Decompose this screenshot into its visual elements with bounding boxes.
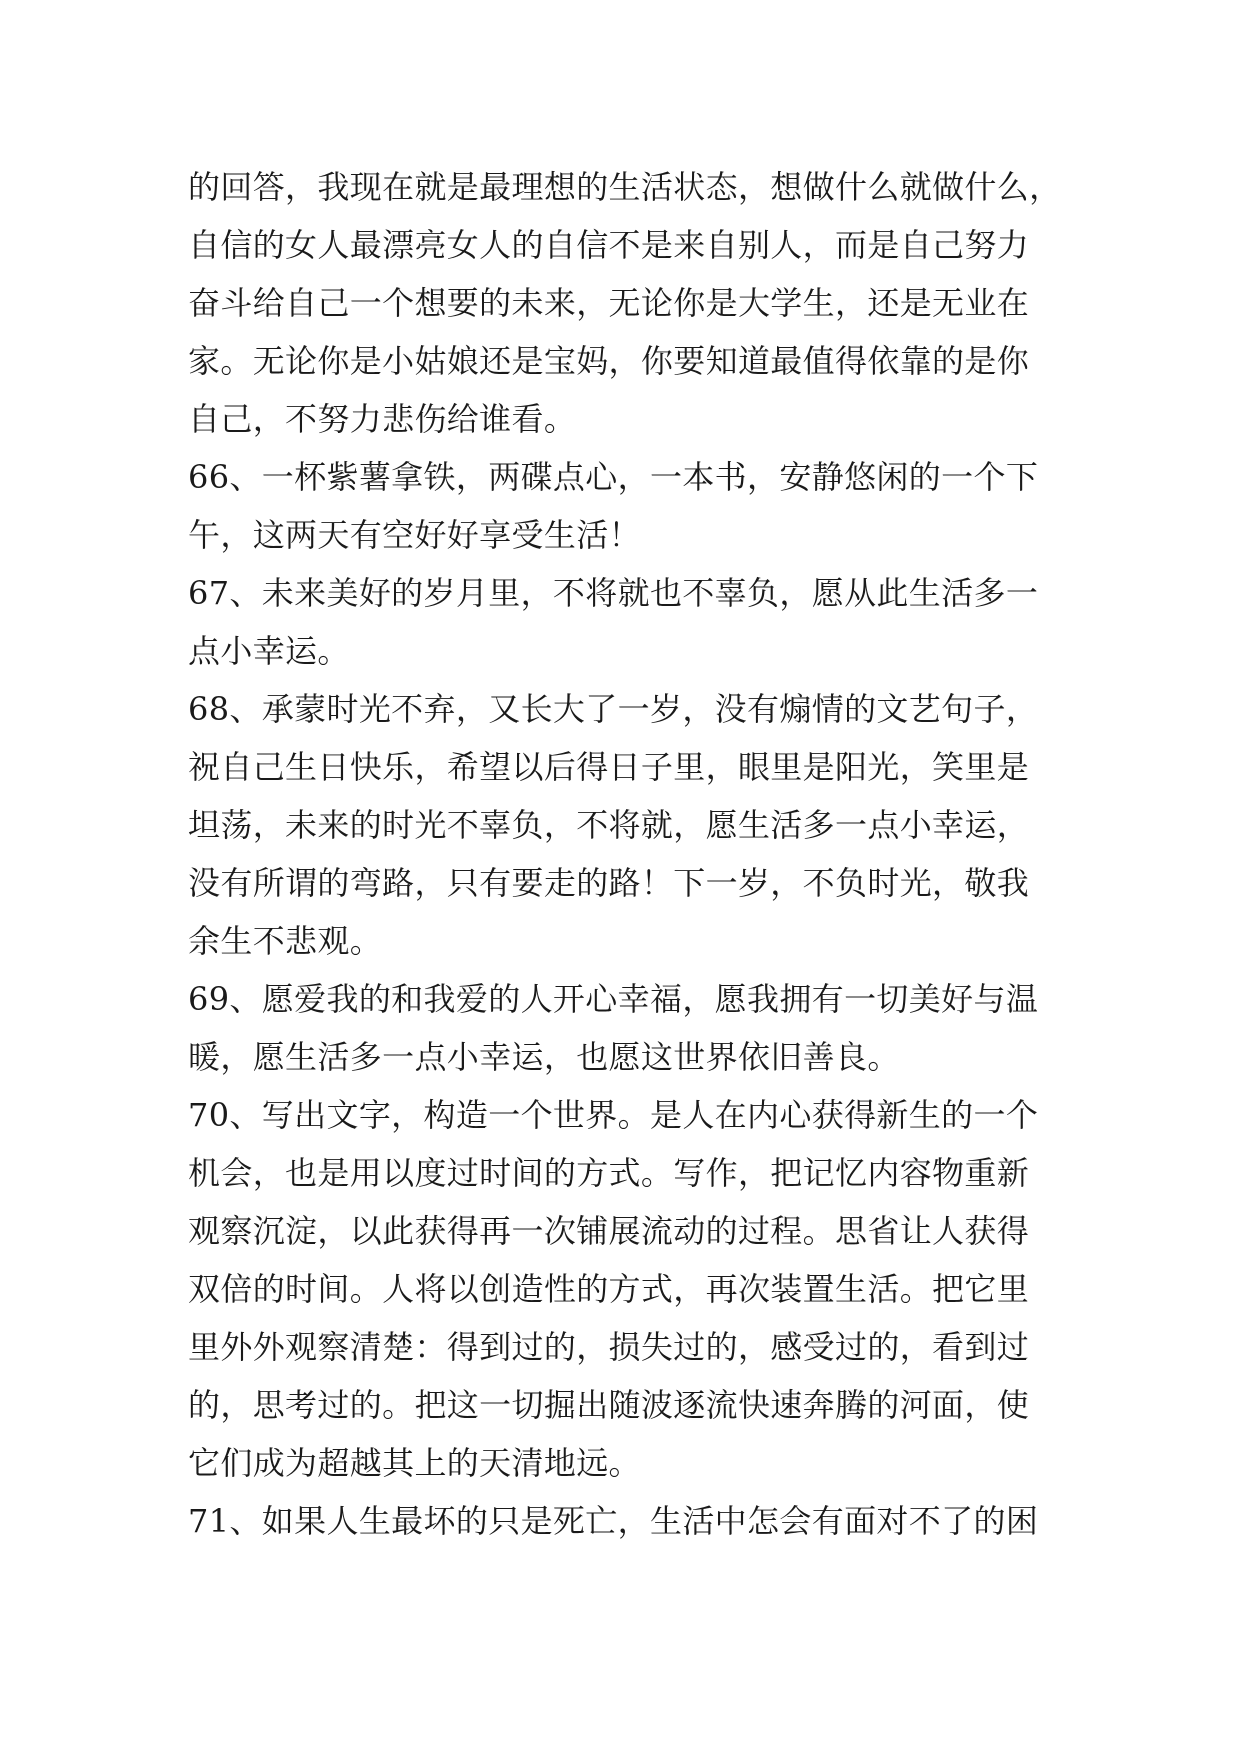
text-line: 双倍的时间。人将以创造性的方式，再次装置生活。把它里 [188,1270,1030,1308]
text-line: 自己，不努力悲伤给谁看。 [188,400,577,438]
text-line: 69、愿爱我的和我爱的人开心幸福，愿我拥有一切美好与温 [188,980,1039,1018]
text-line: 的回答，我现在就是最理想的生活状态，想做什么就做什么， [188,168,1062,206]
text-line: 坦荡，未来的时光不辜负，不将就，愿生活多一点小幸运， [188,806,1030,844]
text-line: 71、如果人生最坏的只是死亡，生活中怎会有面对不了的困 [188,1502,1039,1540]
text-line: 暖，愿生活多一点小幸运，也愿这世界依旧善良。 [188,1038,900,1076]
text-line: 家。无论你是小姑娘还是宝妈，你要知道最值得依靠的是你 [188,342,1030,380]
text-line: 没有所谓的弯路，只有要走的路！下一岁，不负时光，敬我 [188,864,1030,902]
text-line: 机会，也是用以度过时间的方式。写作，把记忆内容物重新 [188,1154,1030,1192]
text-line: 68、承蒙时光不弃，又长大了一岁，没有煽情的文艺句子， [188,690,1039,728]
text-line: 它们成为超越其上的天清地远。 [188,1444,641,1482]
text-line: 里外外观察清楚：得到过的，损失过的，感受过的，看到过 [188,1328,1030,1366]
text-line: 自信的女人最漂亮女人的自信不是来自别人，而是自己努力 [188,226,1030,264]
text-line: 奋斗给自己一个想要的未来，无论你是大学生，还是无业在 [188,284,1030,322]
text-line: 67、未来美好的岁月里，不将就也不辜负，愿从此生活多一 [188,574,1039,612]
text-line: 祝自己生日快乐，希望以后得日子里，眼里是阳光，笑里是 [188,748,1030,786]
text-line: 的，思考过的。把这一切掘出随波逐流快速奔腾的河面，使 [188,1386,1030,1424]
text-line: 66、一杯紫薯拿铁，两碟点心，一本书，安静悠闲的一个下 [188,458,1039,496]
text-line: 观察沉淀，以此获得再一次铺展流动的过程。思省让人获得 [188,1212,1030,1250]
body-text [188,158,1068,1550]
text-line: 70、写出文字，构造一个世界。是人在内心获得新生的一个 [188,1096,1039,1134]
text-line: 点小幸运。 [188,632,350,670]
text-line: 午，这两天有空好好享受生活！ [188,516,641,554]
text-line: 余生不悲观。 [188,922,383,960]
